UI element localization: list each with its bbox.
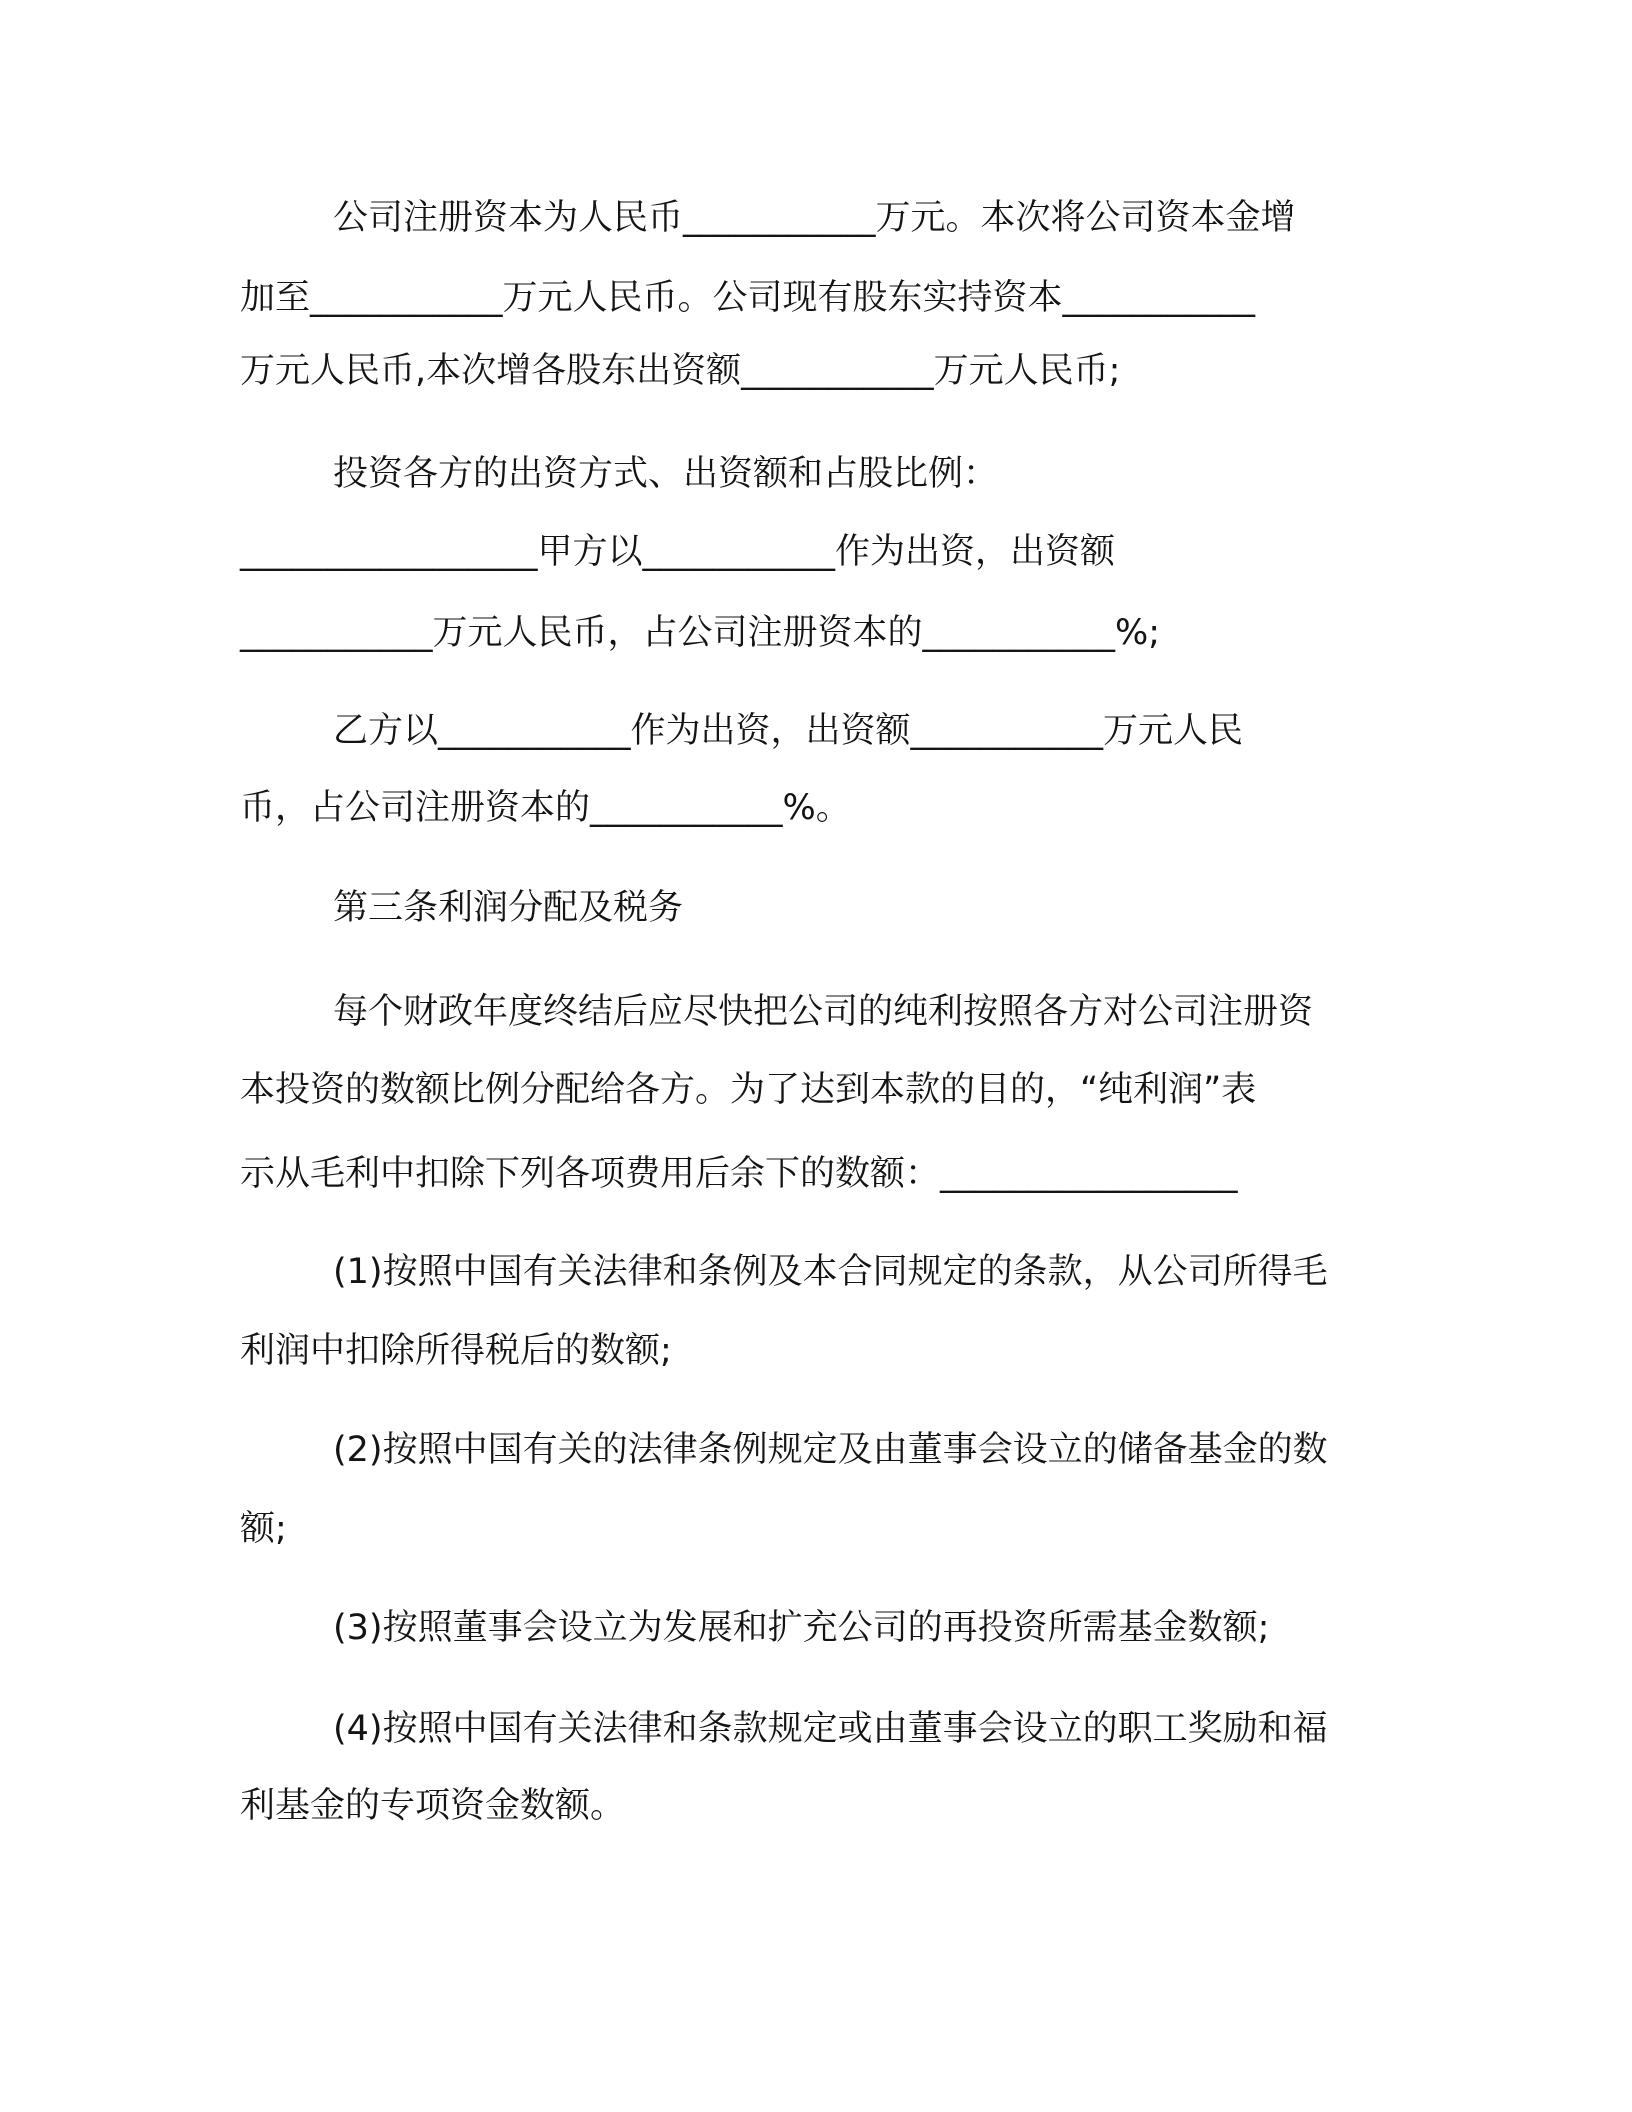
text-line: 乙方以___________作为出资，出资额___________万元人民 xyxy=(333,711,1244,751)
text-line: 本投资的数额比例分配给各方。为了达到本款的目的，“纯利润”表 xyxy=(240,1070,1257,1110)
text-line: 币，占公司注册资本的___________%。 xyxy=(240,788,851,828)
text-line: ___________万元人民币，占公司注册资本的___________%; xyxy=(240,613,1161,653)
text-line: 投资各方的出资方式、出资额和占股比例： xyxy=(333,454,999,494)
text-line: 示从毛利中扣除下列各项费用后余下的数额：_________________ xyxy=(240,1154,1238,1194)
list-item: (1)按照中国有关法律和条例及本合同规定的条款，从公司所得毛 xyxy=(333,1252,1328,1292)
text-line: 利基金的专项资金数额。 xyxy=(240,1786,626,1826)
section-heading: 第三条利润分配及税务 xyxy=(333,888,684,928)
text-line: 万元人民币,本次增各股东出资额___________万元人民币; xyxy=(240,351,1121,391)
text-line: 公司注册资本为人民币___________万元。本次将公司资本金增 xyxy=(333,198,1296,238)
text-line: _________________甲方以___________作为出资，出资额 xyxy=(240,532,1116,572)
list-item: (3)按照董事会设立为发展和扩充公司的再投资所需基金数额; xyxy=(333,1608,1270,1648)
list-item: (2)按照中国有关的法律条例规定及由董事会设立的储备基金的数 xyxy=(333,1430,1328,1470)
text-line: 利润中扣除所得税后的数额; xyxy=(240,1331,672,1371)
list-item: (4)按照中国有关法律和条款规定或由董事会设立的职工奖励和福 xyxy=(333,1709,1328,1749)
text-line: 额; xyxy=(240,1509,287,1549)
text-line: 加至___________万元人民币。公司现有股东实持资本___________ xyxy=(240,278,1256,318)
text-line: 每个财政年度终结后应尽快把公司的纯利按照各方对公司注册资 xyxy=(333,992,1314,1032)
